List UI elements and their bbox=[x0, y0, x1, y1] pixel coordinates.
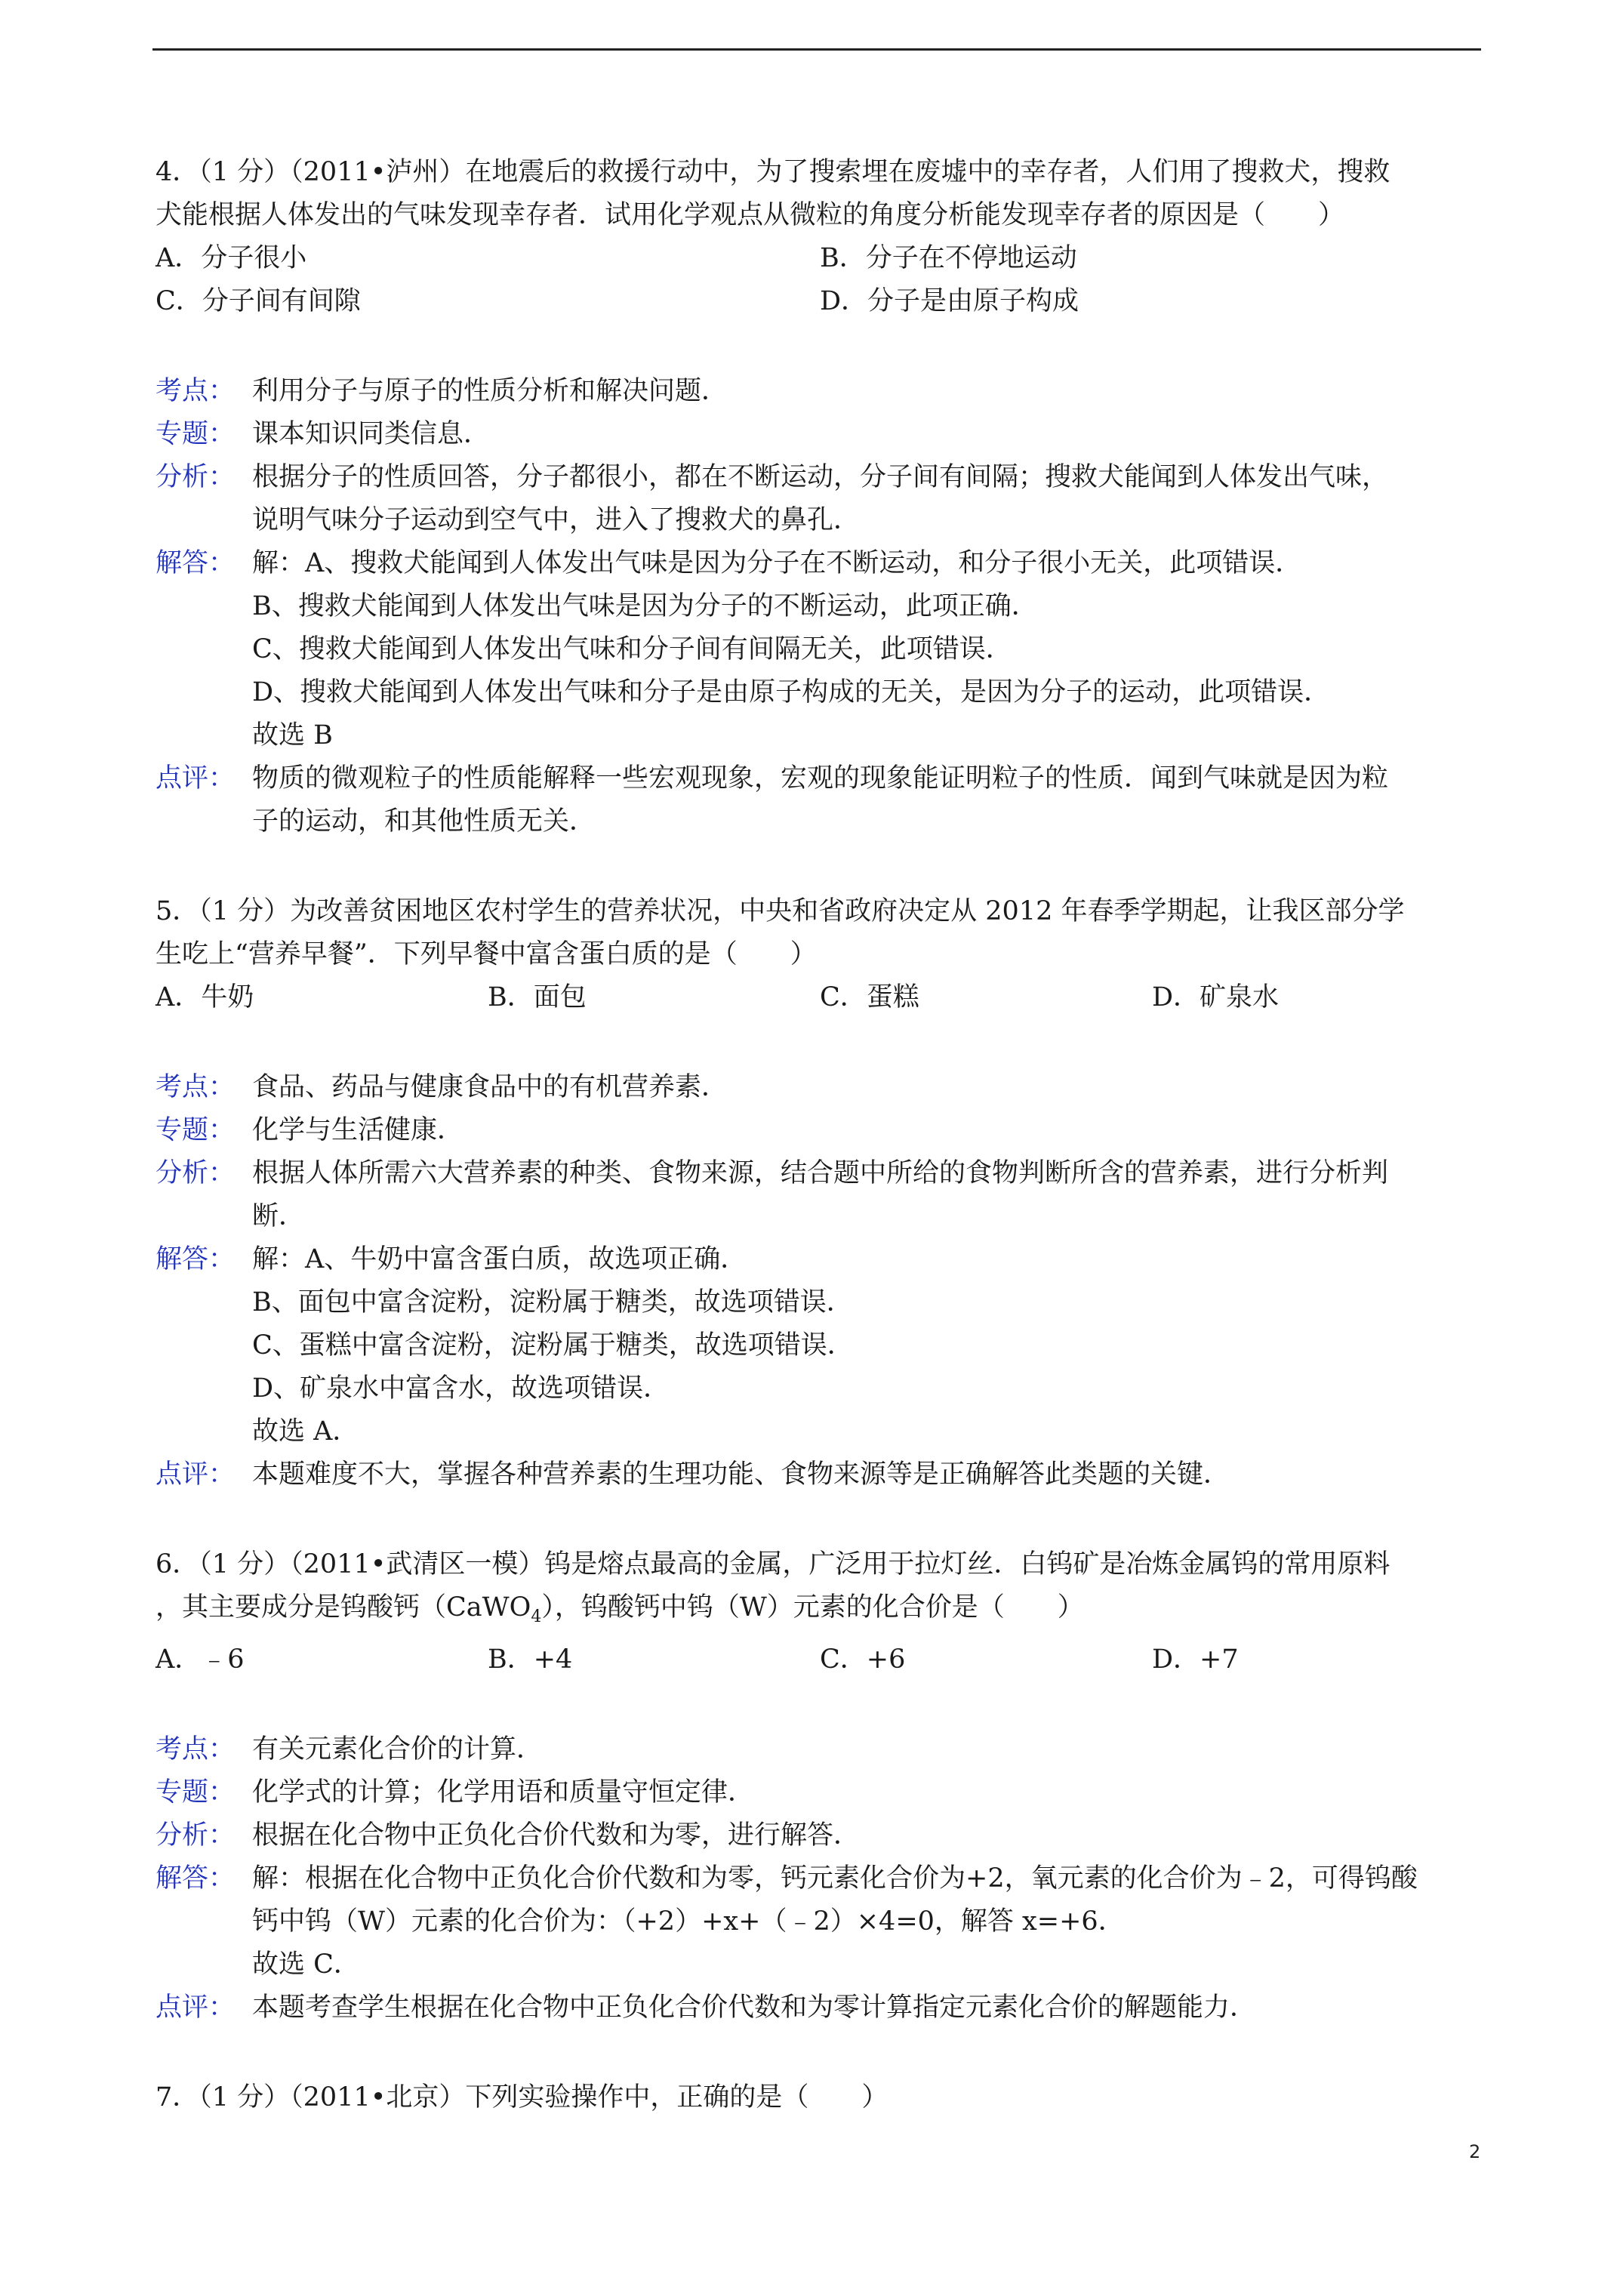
question-4 bbox=[156, 151, 1484, 843]
fenxi-label: 分析： bbox=[156, 462, 236, 492]
fenxi-label: 分析： bbox=[156, 1158, 236, 1188]
options-row bbox=[156, 1638, 1484, 1681]
option-b: B．面包 bbox=[488, 982, 587, 1012]
options-row bbox=[156, 280, 1484, 323]
jieda-text: B、搜救犬能闻到人体发出气味是因为分子的不断运动，此项正确． bbox=[252, 591, 1038, 621]
stem-line-suffix: ），钨酸钙中钨（W）元素的化合价是（ ） bbox=[541, 1592, 1084, 1623]
stem-line: 7．（1 分）（2011•北京）下列实验操作中，正确的是（ ） bbox=[156, 2082, 888, 2113]
jieda-row bbox=[156, 1238, 1484, 1453]
stem-line: 犬能根据人体发出的气味发现幸存者．试用化学观点从微粒的角度分析能发现幸存者的原因是（ ） bbox=[156, 200, 1345, 230]
dianping-text: 子的运动，和其他性质无关． bbox=[252, 806, 596, 837]
jieda-text: 解：A、搜救犬能闻到人体发出气味是因为分子在不断运动，和分子很小无关，此项错误． bbox=[252, 548, 1302, 578]
document-body bbox=[156, 151, 1484, 2119]
question-5 bbox=[156, 890, 1484, 1496]
question-stem bbox=[156, 890, 1484, 976]
fenxi-row bbox=[156, 1152, 1484, 1238]
kaodian-label: 考点： bbox=[156, 1072, 236, 1102]
dianping-label: 点评： bbox=[156, 763, 236, 794]
jieda-text: 故选 B bbox=[252, 720, 333, 750]
dianping-row bbox=[156, 1986, 1484, 2029]
kaodian-label: 考点： bbox=[156, 1734, 236, 1764]
zhuanti-label: 专题： bbox=[156, 1777, 236, 1808]
jieda-row bbox=[156, 1857, 1484, 1986]
jieda-text: D、搜救犬能闻到人体发出气味和分子是由原子构成的无关，是因为分子的运动，此项错误． bbox=[252, 677, 1331, 707]
page-number: 2 bbox=[1469, 2141, 1481, 2162]
kaodian-text: 有关元素化合价的计算． bbox=[252, 1734, 544, 1764]
jieda-text: 解：A、牛奶中富含蛋白质，故选项正确． bbox=[252, 1244, 747, 1274]
option-a: A．牛奶 bbox=[156, 982, 254, 1012]
zhuanti-label: 专题： bbox=[156, 419, 236, 449]
dianping-row bbox=[156, 1453, 1484, 1496]
fenxi-text: 根据分子的性质回答，分子都很小，都在不断运动，分子间有间隔；搜救犬能闻到人体发出气味， bbox=[252, 462, 1389, 492]
dianping-label: 点评： bbox=[156, 1459, 236, 1490]
stem-line: 生吃上“营养早餐”．下列早餐中富含蛋白质的是（ ） bbox=[156, 939, 817, 969]
zhuanti-text: 化学与生活健康． bbox=[252, 1115, 464, 1145]
jieda-row bbox=[156, 542, 1484, 757]
option-c: C．分子间有间隙 bbox=[156, 286, 361, 316]
jieda-text: B、面包中富含淀粉，淀粉属于糖类，故选项错误． bbox=[252, 1287, 853, 1318]
dianping-row bbox=[156, 757, 1484, 843]
fenxi-text: 断． bbox=[252, 1201, 306, 1231]
jieda-label: 解答： bbox=[156, 1863, 236, 1894]
stem-line-prefix: ，其主要成分是钨酸钙（CaWO bbox=[156, 1592, 531, 1623]
jieda-text: 故选 C． bbox=[252, 1949, 360, 1980]
zhuanti-label: 专题： bbox=[156, 1115, 236, 1145]
fenxi-label: 分析： bbox=[156, 1820, 236, 1851]
fenxi-text: 根据人体所需六大营养素的种类、食物来源，结合题中所给的食物判断所含的营养素，进行分析判 bbox=[252, 1158, 1389, 1188]
stem-line bbox=[156, 1586, 1484, 1638]
zhuanti-row bbox=[156, 1109, 1484, 1152]
option-b: B．分子在不停地运动 bbox=[820, 243, 1077, 273]
jieda-text: 故选 A． bbox=[252, 1416, 359, 1447]
option-a: A．分子很小 bbox=[156, 243, 307, 273]
formula-subscript: 4 bbox=[531, 1607, 542, 1626]
option-c: C．蛋糕 bbox=[820, 982, 919, 1012]
dianping-text: 本题难度不大，掌握各种营养素的生理功能、食物来源等是正确解答此类题的关键． bbox=[252, 1459, 1230, 1490]
stem-line: 6．（1 分）（2011•武清区一模）钨是熔点最高的金属，广泛用于拉灯丝．白钨矿是冶炼金属钨的常用原料 bbox=[156, 1549, 1390, 1579]
jieda-text: C、搜救犬能闻到人体发出气味和分子间有间隔无关，此项错误． bbox=[252, 634, 1012, 664]
options-row bbox=[156, 237, 1484, 280]
stem-line: 5．（1 分）为改善贫困地区农村学生的营养状况，中央和省政府决定从 2012 年春季学期起，让我区部分学 bbox=[156, 896, 1405, 926]
question-stem bbox=[156, 2076, 1484, 2119]
dianping-label: 点评： bbox=[156, 1992, 236, 2023]
question-6 bbox=[156, 1543, 1484, 2029]
zhuanti-text: 课本知识同类信息． bbox=[252, 419, 491, 449]
fenxi-text: 说明气味分子运动到空气中，进入了搜救犬的鼻孔． bbox=[252, 505, 861, 535]
fenxi-row bbox=[156, 456, 1484, 542]
kaodian-text: 利用分子与原子的性质分析和解决问题． bbox=[252, 376, 728, 406]
question-stem bbox=[156, 1543, 1484, 1638]
option-d: D．矿泉水 bbox=[1152, 982, 1280, 1012]
option-c: C．+6 bbox=[820, 1644, 906, 1675]
jieda-text: 钙中钨（W）元素的化合价为：（+2）+x+（﹣2）×4=0，解答 x=+6． bbox=[252, 1906, 1125, 1937]
stem-line: 4．（1 分）（2011•泸州）在地震后的救援行动中，为了搜索埋在废墟中的幸存者，人们用了搜救犬，搜救 bbox=[156, 157, 1390, 187]
question-7 bbox=[156, 2076, 1484, 2119]
option-d: D．分子是由原子构成 bbox=[820, 286, 1079, 316]
jieda-label: 解答： bbox=[156, 548, 236, 578]
header-rule bbox=[152, 48, 1481, 51]
kaodian-row bbox=[156, 370, 1484, 413]
dianping-text: 本题考查学生根据在化合物中正负化合价代数和为零计算指定元素化合价的解题能力． bbox=[252, 1992, 1257, 2023]
zhuanti-row bbox=[156, 413, 1484, 456]
fenxi-text: 根据在化合物中正负化合价代数和为零，进行解答． bbox=[252, 1820, 861, 1851]
jieda-text: C、蛋糕中富含淀粉，淀粉属于糖类，故选项错误． bbox=[252, 1330, 854, 1361]
zhuanti-text: 化学式的计算；化学用语和质量守恒定律． bbox=[252, 1777, 755, 1808]
kaodian-label: 考点： bbox=[156, 376, 236, 406]
jieda-text: D、矿泉水中富含水，故选项错误． bbox=[252, 1373, 670, 1404]
jieda-text: 解：根据在化合物中正负化合价代数和为零，钙元素化合价为+2，氧元素的化合价为﹣2，可得钨酸 bbox=[252, 1863, 1418, 1894]
zhuanti-row bbox=[156, 1771, 1484, 1814]
option-a: A．﹣6 bbox=[156, 1644, 245, 1675]
question-stem bbox=[156, 151, 1484, 237]
option-b: B．+4 bbox=[488, 1644, 573, 1675]
kaodian-text: 食品、药品与健康食品中的有机营养素． bbox=[252, 1072, 728, 1102]
kaodian-row bbox=[156, 1728, 1484, 1771]
options-row bbox=[156, 976, 1484, 1019]
dianping-text: 物质的微观粒子的性质能解释一些宏观现象，宏观的现象能证明粒子的性质．闻到气味就是因为粒 bbox=[252, 763, 1389, 794]
kaodian-row bbox=[156, 1066, 1484, 1109]
jieda-label: 解答： bbox=[156, 1244, 236, 1274]
fenxi-row bbox=[156, 1814, 1484, 1857]
option-d: D．+7 bbox=[1152, 1644, 1239, 1675]
